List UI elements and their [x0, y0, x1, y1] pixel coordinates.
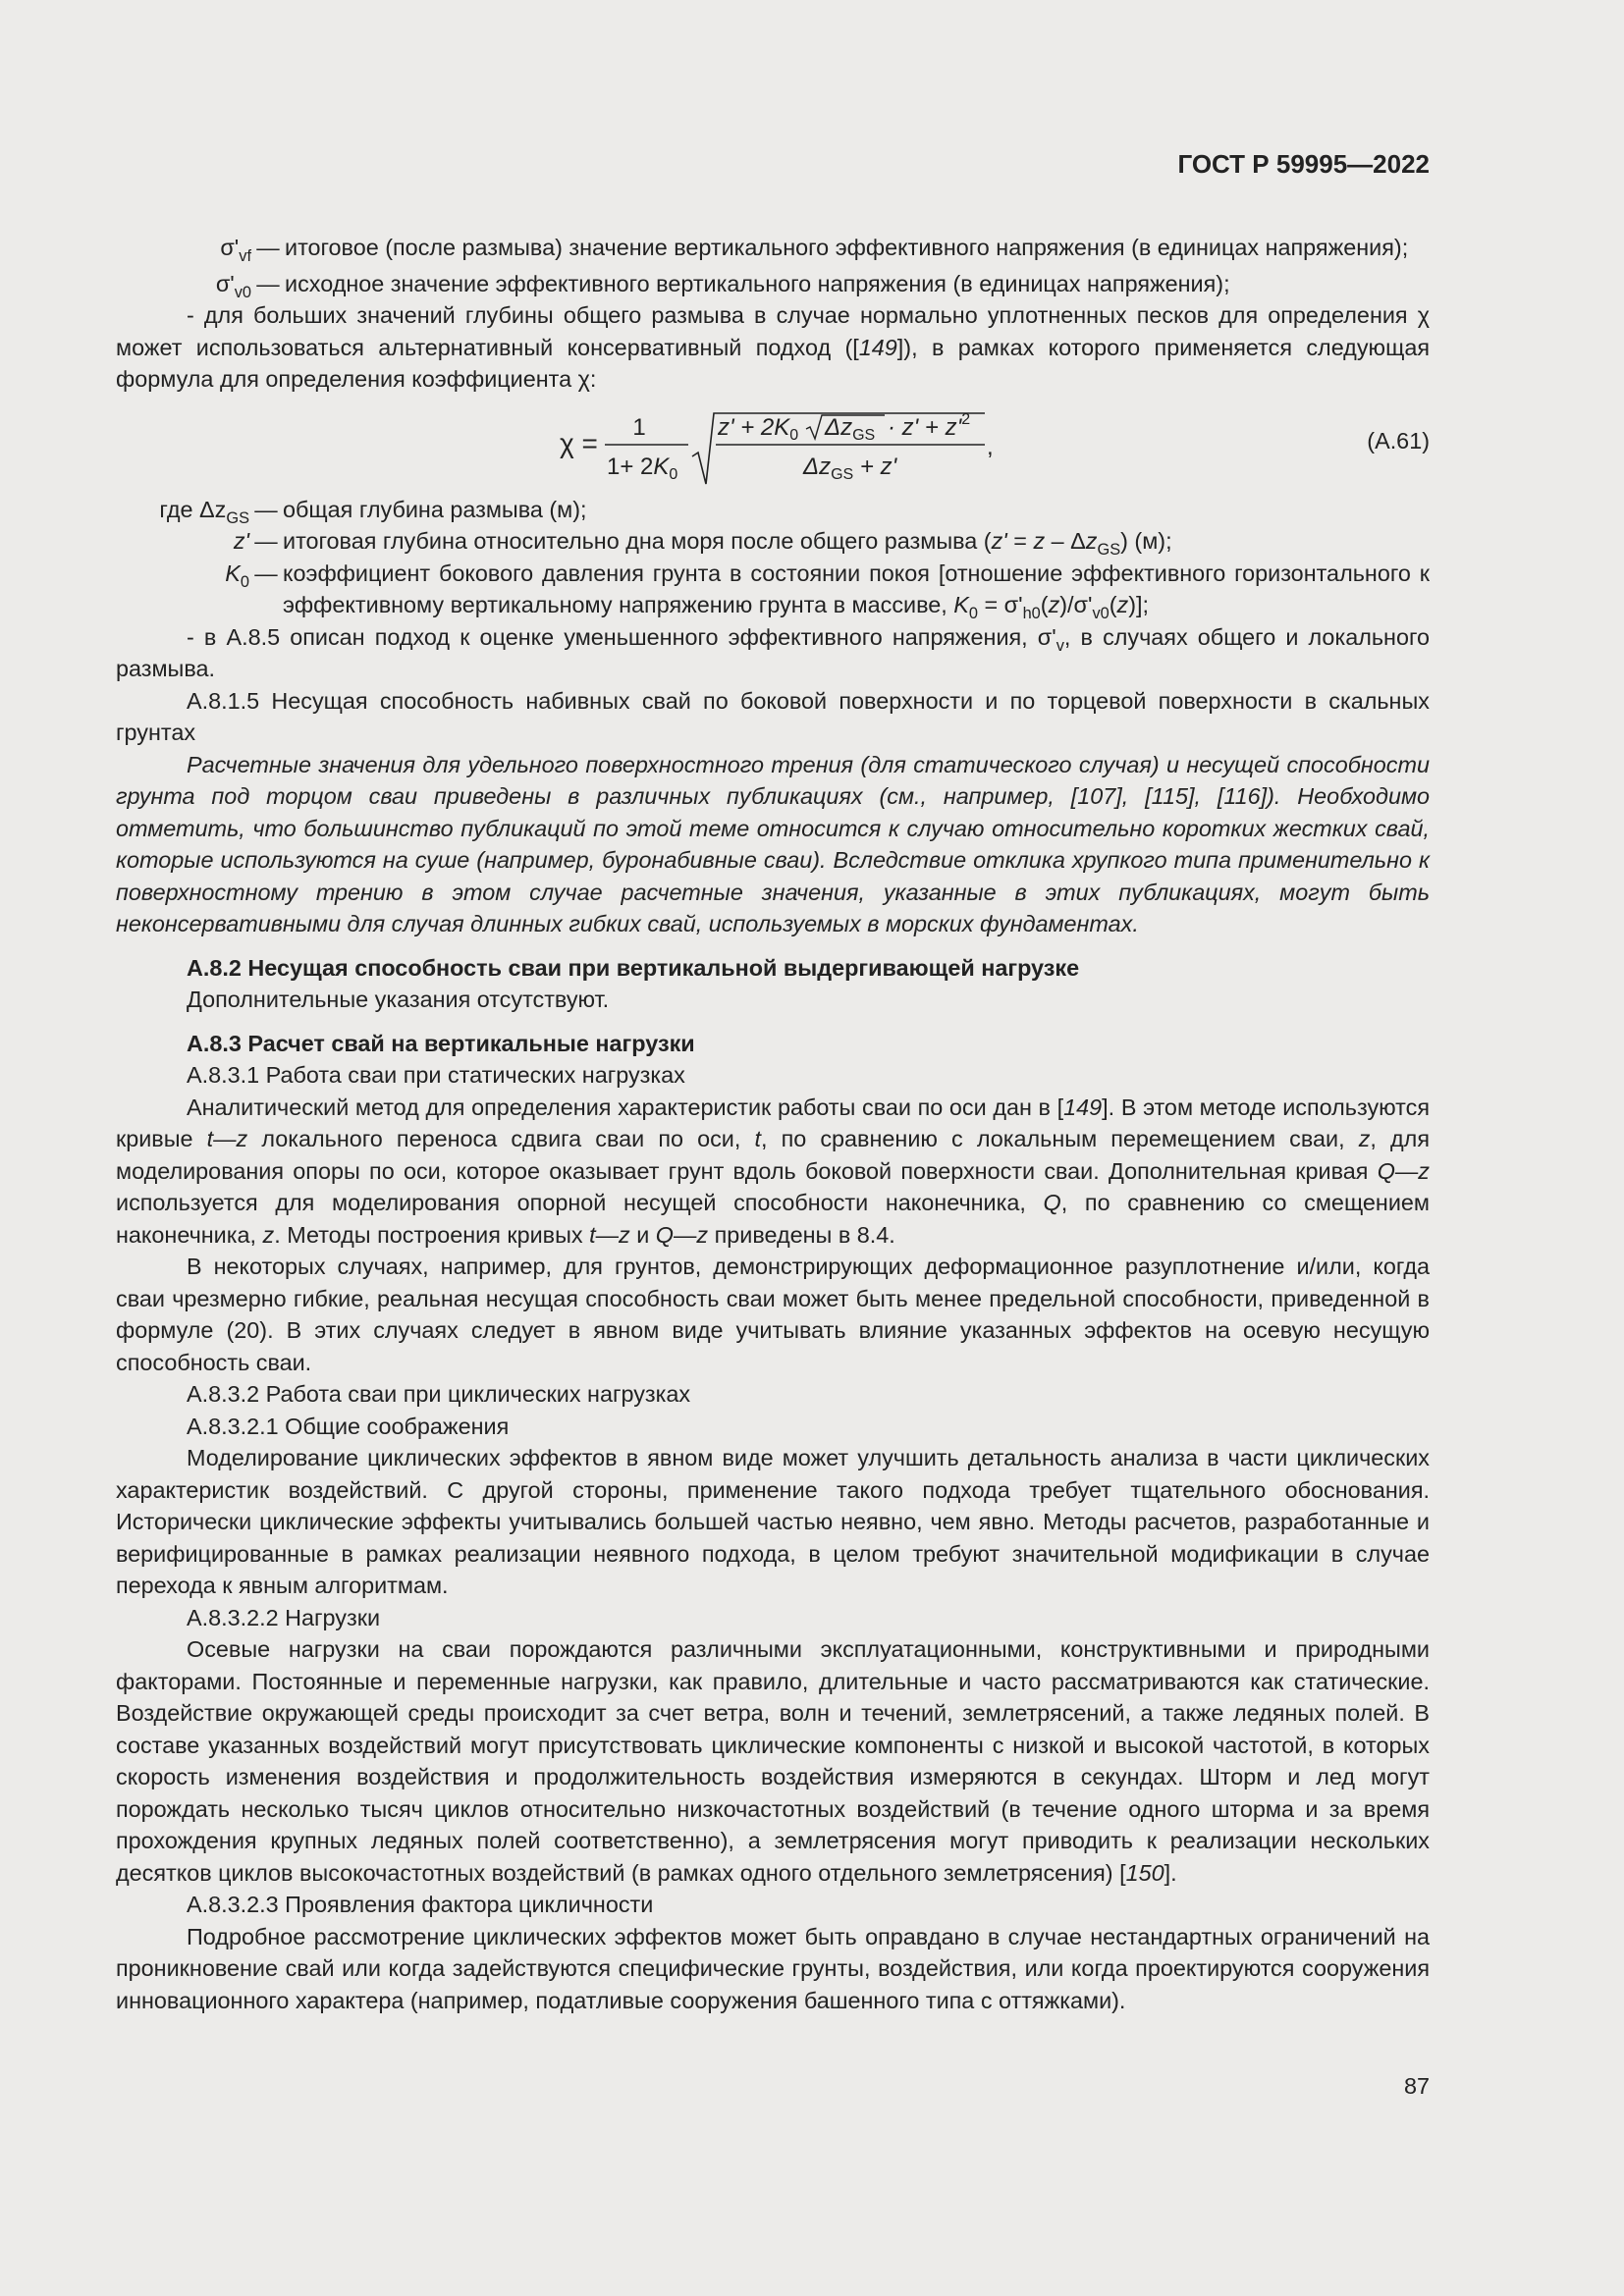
section-heading-a82: А.8.2 Несущая способность сваи при вертикальной выдергивающей нагрузке: [187, 954, 1080, 981]
paragraph-a85-reference: - в А.8.5 описан подход к оценке уменьшенного эффективного напряжения, $\sigma'_v$, в случаях общего и локального размыва.: [116, 623, 1430, 681]
paragraph-detailed-consideration: Подробное рассмотрение циклических эффектов может быть оправдано в случае нестандартных ограничений на проникновение свай или когда задействуются специфические грунты, воздействия, или когда проектируются сооружения инновационного характера (например, податливые сооружения башенного типа с оттяжками).: [116, 1923, 1430, 2013]
page-content: [116, 232, 1430, 2016]
paragraph-a82: Дополнительные указания отсутствуют.: [187, 987, 610, 1012]
definition-sigma-vf: [116, 232, 1430, 264]
definition-symbol: $K_0$: [225, 560, 249, 591]
subsection-a831: А.8.3.1 Работа сваи при статических нагрузках: [187, 1062, 685, 1088]
definition-dash: —: [254, 560, 278, 586]
definition-text: коэффициент бокового давления грунта в состоянии покоя [отношение эффективного горизонтального к эффективному вертикальному напряжению грунта в массиве, $K_0 = \sigma'_{h0}(z)/\sigma'_{v0}(z)$];: [283, 560, 1430, 622]
formula-rad-num-b: · $z' + z'^2$: [888, 410, 971, 441]
definition-dash: —: [256, 235, 280, 260]
definition-dash: —: [254, 496, 278, 522]
definition-sigma-v0: [116, 268, 1430, 300]
page-number: 87: [1403, 2073, 1430, 2099]
document-header: ГОСТ Р 59995—2022: [1177, 149, 1430, 179]
definition-k0: [116, 558, 1430, 621]
definition-delta-zgs: [116, 494, 1430, 526]
formula-a61: [116, 396, 1430, 494]
formula-rad-den: $\Delta z_{GS} + z'$: [803, 453, 897, 483]
subsection-a8321: А.8.3.2.1 Общие соображения: [187, 1413, 510, 1439]
definition-text: итоговое (после размыва) значение вертикального эффективного напряжения (в единицах напряжения);: [285, 235, 1409, 260]
formula-comma: ,: [987, 433, 994, 460]
definition-text: исходное значение эффективного вертикального напряжения (в единицах напряжения);: [285, 270, 1230, 296]
definition-dash: —: [256, 270, 280, 296]
formula-num1: 1: [632, 413, 646, 441]
paragraph-some-cases: В некоторых случаях, например, для грунтов, демонстрирующих деформационное разуплотнение и/или, когда сваи чрезмерно гибкие, реальная несущая способность сваи может быть менее предельной способности, приведенной в формуле (20). В этих случаях следует в явном виде учитывать влияние указанных эффектов на осевую несущую способность сваи.: [116, 1254, 1430, 1375]
paragraph-modeling: Моделирование циклических эффектов в явном виде может улучшить детальность анализа в части циклических характеристик воздействий. С другой стороны, применение такого подхода требует тщательного обоснования. Исторически циклические эффекты учитывались большей частью неявно, чем явно. Методы расчетов, разработанные и верифицированные в рамках реализации неявного подхода, в целом требуют значительной модификации в случае перехода к явным алгоритмам.: [116, 1445, 1430, 1598]
formula-den1: $1+ 2K_0$: [607, 453, 678, 483]
definition-symbol: где $\Delta z_{GS}$: [159, 496, 249, 527]
definition-z-prime: [116, 525, 1430, 558]
definition-text: итоговая глубина относительно дна моря после общего размыва $(z' = z - \Delta z_{GS})$ (м);: [283, 528, 1172, 559]
paragraph-alternative-approach: - для больших значений глубины общего размыва в случае нормально уплотненных песков для определения χ может использоваться альтернативный консервативный подход ([149]), в рамках которого применяется следующая формула для определения коэффициента χ:: [116, 302, 1430, 392]
subsection-a8322: А.8.3.2.2 Нагрузки: [187, 1604, 381, 1630]
definition-text: общая глубина размыва (м);: [283, 496, 587, 522]
section-heading-a83: А.8.3 Расчет свай на вертикальные нагрузки: [187, 1030, 695, 1056]
paragraph-loads: Осевые нагрузки на сваи порождаются различными эксплуатационными, конструктивными и природными факторами. Постоянные и переменные нагрузки, как правило, длительные и часто рассматриваются как статические. Воздействие окружающей среды происходит за счет ветра, волн и течений, землетрясений, а также ледяных полей. В составе указанных воздействий могут присутствовать циклические компоненты с низкой и высокой частотой, в которых скорость изменения воздействия и продолжительность воздействия измеряются в секундах. Шторм и лед могут порождать несколько тысяч циклов относительно низкочастотных воздействий (в течение одного шторма и за время прохождения крупных ледяных полей соответственно), а землетрясения могут приводить к реализации нескольких десятков циклов высокочастотных воздействий (в рамках одного отдельного землетрясения) [150].: [116, 1636, 1430, 1886]
subsection-a8323: А.8.3.2.3 Проявления фактора цикличности: [187, 1892, 654, 1917]
formula-graphic: [116, 396, 1430, 494]
definition-symbol: $\sigma'_{v0}$: [215, 270, 251, 301]
equation-number: (А.61): [1367, 427, 1430, 454]
paragraph-analytic-method: Аналитический метод для определения характеристик работы сваи по оси дан в [149]. В этом методе используются кривые t—z локального переноса сдвига сваи по оси, t, по сравнению с локальным перемещением сваи, z, для моделирования опоры по оси, которое оказывает грунт вдоль боковой поверхности сваи. Дополнительная кривая Q—z используется для моделирования опорной несущей способности наконечника, Q, по сравнению со смещением наконечника, z. Методы построения кривых t—z и Q—z приведены в 8.4.: [116, 1094, 1431, 1248]
formula-rad-inner: $\Delta z_{GS}$: [825, 413, 876, 444]
formula-rad-num: $z' + 2K_0$: [718, 413, 799, 444]
definition-dash: —: [254, 528, 278, 554]
definition-symbol: z': [233, 528, 249, 554]
definition-symbol: $\sigma'_{vf}$: [220, 235, 251, 265]
paragraph-design-values: Расчетные значения для удельного поверхностного трения (для статического случая) и несущей способности грунта под торцом сваи приведены в различных публикациях (см., например, [107], [115], [116]). Необходимо отметить, что большинство публикаций по этой теме относится к случаю относительно коротких жестких свай, которые используются на суше (например, буронабивные сваи). Вследствие отклика хрупкого типа применительно к поверхностному трению в этом случае расчетные значения, указанные в этих публикациях, могут быть неконсервативными для случая длинных гибких свай, используемых в морских фундаментах.: [116, 751, 1430, 936]
subsection-a832: А.8.3.2 Работа сваи при циклических нагрузках: [187, 1381, 691, 1407]
formula-lhs: χ =: [560, 427, 598, 458]
subsection-a815: А.8.1.5 Несущая способность набивных свай по боковой поверхности и по торцевой поверхности в скальных грунтах: [116, 687, 1430, 745]
